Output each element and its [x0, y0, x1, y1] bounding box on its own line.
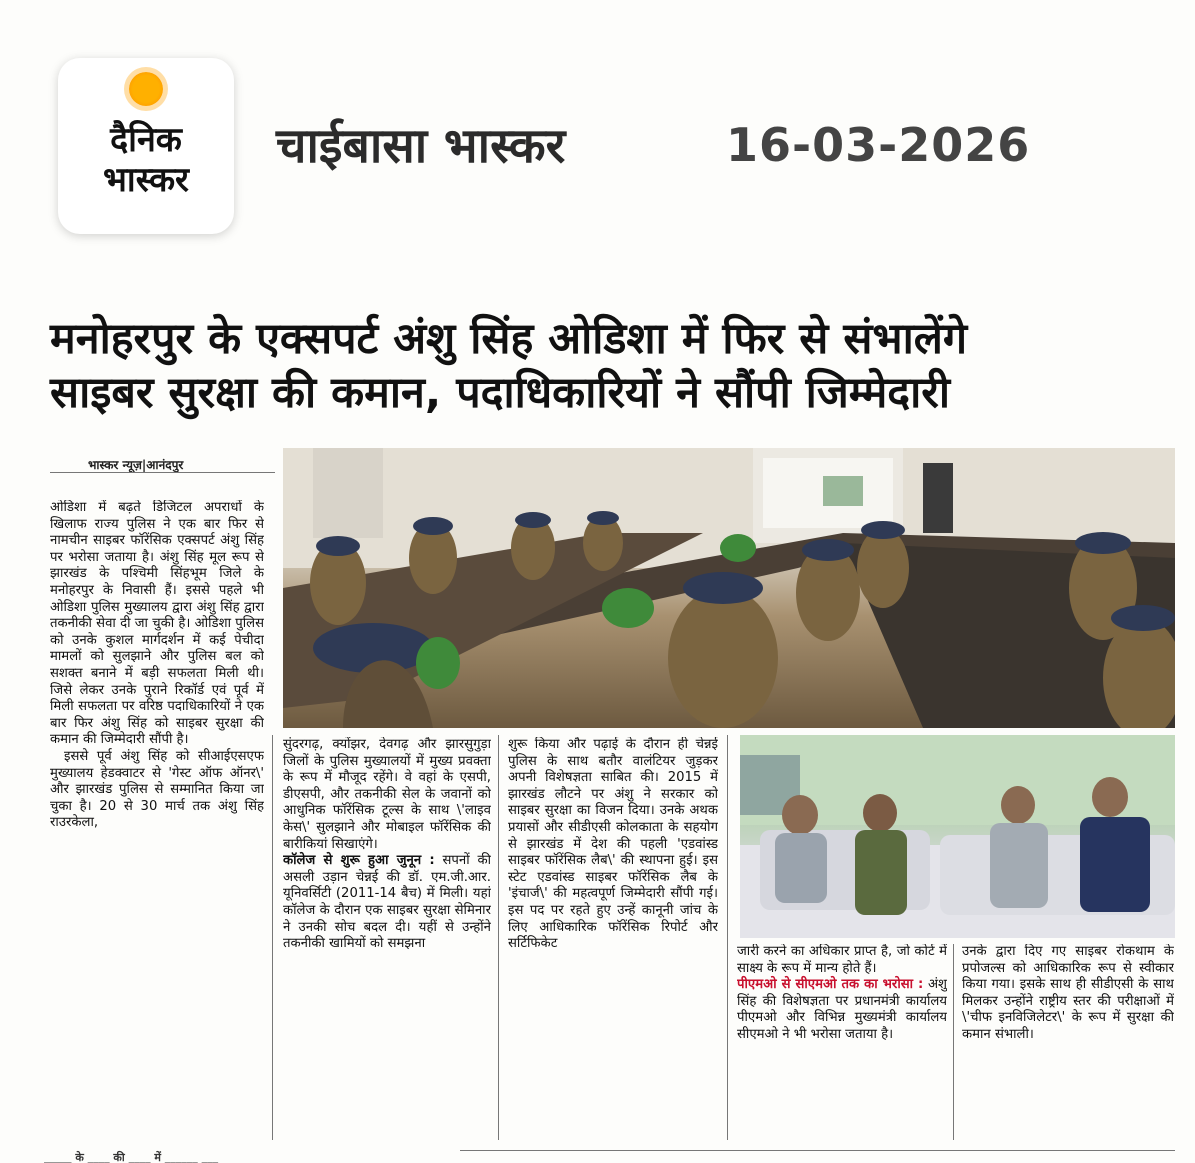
article-column-2	[283, 737, 491, 1142]
logo-line-1: दैनिक	[110, 120, 182, 160]
col3-paragraph-1: शुरू किया और पढ़ाई के दौरान ही चेन्नई पुलिस के साथ बतौर वालंटियर जुड़कर अपनी विशेषज्ञता साबित की। 2015 में झारखंड लौटने पर अंशु ने सरकार को साइबर सुरक्षा का विजन दिया। उनके अथक प्रयासों और सीडीएसी कोलकाता के सहयोग से झारखंड में देश की पहली 'एडवांस्ड साइबर फॉरेंसिक लैब\' की स्थापना हुई। इस स्टेट एडवांस्ड साइबर फॉरेंसिक लैब के 'इंचार्ज\' की महत्वपूर्ण जिम्मेदारी सौंपी गई। इस पद पर रहते हुए उन्हें कानूनी जांच के लिए आधिकारिक फॉरेंसिक रिपोर्ट और सर्टिफिकेट	[508, 737, 718, 952]
column-divider	[498, 735, 499, 1140]
byline: भास्कर न्यूज़|आनंदपुर	[88, 458, 184, 472]
logo-line-2: भास्कर	[103, 160, 189, 200]
col4-paragraph-1: जारी करने का अधिकार प्राप्त है, जो कोर्ट में साक्ष्य के रूप में मान्य होते हैं।	[737, 944, 947, 976]
next-article-fragment: _____ के ____ की ____ में ______ ___	[44, 1151, 219, 1163]
article-column-1	[50, 500, 264, 1142]
article-column-4	[737, 944, 947, 1142]
col4-paragraph-2-text: अंशु सिंह की विशेषज्ञता पर प्रधानमंत्री कार्यालय पीएमओ और विभिन्न मुख्यमंत्री कार्यालय सीएमओ ने भी भरोसा जताया है।	[737, 977, 947, 1042]
column-divider	[727, 735, 728, 1140]
dainik-bhaskar-logo	[58, 58, 234, 234]
headline-line-2: साइबर सुरक्षा की कमान, पदाधिकारियों ने सौंपी जिम्मेदारी	[50, 368, 950, 418]
edition-name: चाईबासा भास्कर	[276, 118, 566, 174]
logo-wordmark	[68, 120, 224, 200]
column-divider	[953, 944, 954, 1140]
col2-paragraph-1: सुंदरगढ़, क्योंझर, देवगढ़ और झारसुगुड़ा जिलों के पुलिस मुख्यालयों में मुख्य प्रवक्ता के रूप में मौजूद रहेंगे। वे वहां के एसपी, डीएसपी, और तकनीकी सेल के जवानों को आधुनिक फॉरेंसिक टूल्स के साथ \'लाइव केस\' सुलझाने और मोबाइल फॉरेंसिक की बारीकियां सिखाएंगे।	[283, 737, 491, 852]
col2-subheading: कॉलेज से शुरू हुआ जुनून :	[283, 853, 435, 869]
meeting-photo-illustration	[283, 448, 1175, 728]
officials-photo	[740, 735, 1175, 938]
article-column-5	[962, 944, 1174, 1142]
publication-date: 16-03-2026	[726, 118, 1031, 172]
col2-paragraph-2	[283, 853, 491, 953]
article-column-3	[508, 737, 718, 1142]
col4-subheading: पीएमओ से सीएमओ तक का भरोसा :	[737, 977, 924, 993]
col1-paragraph-2: इससे पूर्व अंशु सिंह को सीआईएसएफ मुख्यालय हेडक्वाटर से 'गेस्ट ऑफ ऑनर\' और झारखंड पुलिस से सम्मानित किया जा चुका है। 20 से 30 मार्च तक अंशु सिंह राउरकेला,	[50, 748, 264, 831]
col1-paragraph-1: ओडिशा में बढ़ते डिजिटल अपराधों के खिलाफ राज्य पुलिस ने एक बार फिर से नामचीन साइबर फॉरेंसिक एक्सपर्ट अंशु सिंह पर भरोसा जताया है। अंशु सिंह मूल रूप से झारखंड के पश्चिमी सिंहभूम जिले के मनोहरपुर के निवासी हैं। इससे पहले भी ओडिशा पुलिस मुख्यालय द्वारा अंशु सिंह द्वारा तकनीकी सेवा दी जा चुकी है। ओडिशा पुलिस को उनके कुशल मार्गदर्शन में कई पेचीदा मामलों को सुलझाने और पुलिस बल को सशक्त बनाने में बड़ी सफलता मिली थी। जिसे लेकर उनके पुराने रिकॉर्ड एवं पूर्व में मिली सफलता पर वरिष्ठ पदाधिकारियों ने एक बार फिर अंशु सिंह को साइबर सुरक्षा की कमान की जिम्मेदारी सौंपी है।	[50, 500, 264, 748]
headline	[50, 312, 1175, 420]
column-divider	[272, 735, 273, 1140]
byline-rule	[50, 472, 275, 473]
col2-paragraph-2-text: सपनों की असली उड़ान चेन्नई की डॉ. एम.जी.आर. यूनिवर्सिटी (2011-14 बैच) में मिली। यहां कॉलेज के दौरान एक साइबर सुरक्षा सेमिनार ने उनकी सोच बदल दी। यहीं से उन्होंने तकनीकी खामियों को समझना	[283, 853, 491, 952]
meeting-photo	[283, 448, 1175, 728]
col5-paragraph-1: उनके द्वारा दिए गए साइबर रोकथाम के प्रपोजल्स को आधिकारिक रूप से स्वीकार किया गया। इसके साथ ही सीडीएसी के साथ मिलकर उन्होंने राष्ट्रीय स्तर की परीक्षाओं में \'चीफ इनविजिलेटर\' के रूप में सुरक्षा की कमान संभाली।	[962, 944, 1174, 1042]
col4-paragraph-2	[737, 977, 947, 1043]
sun-icon	[129, 72, 163, 106]
bottom-rule	[460, 1150, 1175, 1151]
officials-photo-illustration	[740, 735, 1175, 938]
headline-line-1: मनोहरपुर के एक्सपर्ट अंशु सिंह ओडिशा में फिर से संभालेंगे	[50, 314, 968, 364]
